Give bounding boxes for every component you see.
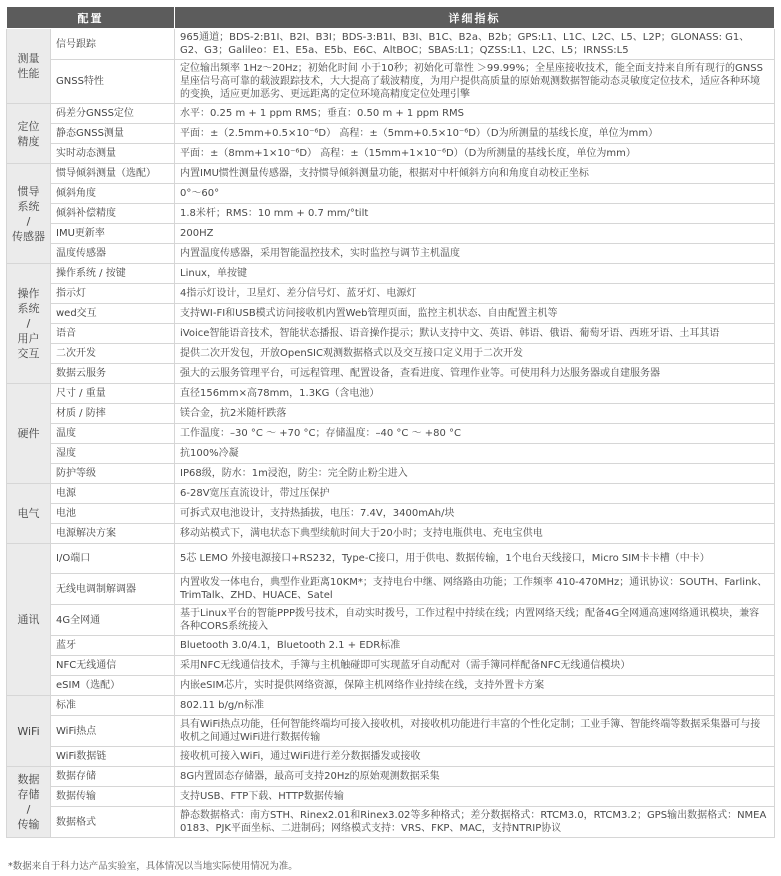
row-detail: 内嵌eSIM芯片，实时提供网络资源，保障主机网络作业持续在线，支持外置卡方案 — [175, 676, 775, 696]
row-detail: 0°～60° — [175, 184, 775, 204]
category-inertial: 惯导 系统 / 传感器 — [7, 164, 51, 264]
row-name: 操作系统 / 按键 — [51, 264, 175, 284]
row-name: I/O端口 — [51, 544, 175, 574]
row-name: wed交互 — [51, 304, 175, 324]
footnote: *数据来自于科力达产品实验室，具体情况以当地实际使用情况为准。 — [8, 861, 298, 872]
row-name: 静态GNSS测量 — [51, 124, 175, 144]
row-detail: 965通道；BDS-2:B1I、B2I、B3I；BDS-3:B1I、B3I、B1C、B2a、B2b；GPS:L1、L1C、L2C、L5、L2P；GLONASS: G1、G2、G3；Galileo：E1、E5a、E5b、E6C、AltBOC；SBAS:L1；QZSS:L1、L2C、L5；IRNSS:L5 — [175, 29, 775, 60]
row-name: 4G全网通 — [51, 605, 175, 636]
row-detail: 基于Linux平台的智能PPP拨号技术，自动实时拨号，工作过程中持续在线；内置网络天线；配备4G全网通高速网络通讯模块，兼容各种CORS系统接入 — [175, 605, 775, 636]
row-detail: 接收机可接入WiFi，通过WiFi进行差分数据播发或接收 — [175, 747, 775, 767]
row-detail: IP68级，防水：1m浸泡，防尘：完全防止粉尘进入 — [175, 464, 775, 484]
category-wifi: WiFi — [7, 696, 51, 767]
row-name: 湿度 — [51, 444, 175, 464]
row-name: 指示灯 — [51, 284, 175, 304]
row-detail: 5芯 LEMO 外接电源接口+RS232，Type-C接口，用于供电、数据传输，1个电台天线接口，Micro SIM卡卡槽（中卡） — [175, 544, 775, 574]
row-name: 无线电调制解调器 — [51, 574, 175, 605]
row-detail: 抗100%冷凝 — [175, 444, 775, 464]
row-name: WiFi热点 — [51, 716, 175, 747]
row-name: 电源 — [51, 484, 175, 504]
row-detail: 内置收发一体电台，典型作业距离10KM*；支持电台中继、网络路由功能；工作频率 410-470MHz；通讯协议：SOUTH、Farlink、TrimTalk、ZHD、HUACE、Satel — [175, 574, 775, 605]
row-name: 标准 — [51, 696, 175, 716]
row-detail: 内置IMU惯性测量传感器，支持惯导倾斜测量功能，根据对中杆倾斜方向和角度自动校正坐标 — [175, 164, 775, 184]
row-name: 信号跟踪 — [51, 29, 175, 60]
row-detail: 定位输出频率 1Hz～20Hz；初始化时间 小于10秒；初始化可靠性 ＞99.99%；全星座接收技术，能全面支持来自所有现行的GNSS星座信号高可靠的载波跟踪技术，大大提高了载波精度，为用户提供高质量的原始观测数据智能动态灵敏度定位技术，适应各种环境的变换，适应更加恶劣、更远距离的定位环境高精度定位处理引擎 — [175, 60, 775, 104]
row-name: 数据云服务 — [51, 364, 175, 384]
row-detail: 具有WiFi热点功能，任何智能终端均可接入接收机，对接收机功能进行丰富的个性化定制；工业手簿、智能终端等数据采集器可与接收机之间通过WiFi进行数据传输 — [175, 716, 775, 747]
category-hardware: 硬件 — [7, 384, 51, 484]
header-config: 配置 — [7, 7, 175, 29]
row-name: WiFi数据链 — [51, 747, 175, 767]
row-name: 电源解决方案 — [51, 524, 175, 544]
row-detail: Linux，单按键 — [175, 264, 775, 284]
row-name: 语音 — [51, 324, 175, 344]
row-detail: 支持USB、FTP下载、HTTP数据传输 — [175, 787, 775, 807]
row-detail: 8G内置固态存储器，最高可支持20Hz的原始观测数据采集 — [175, 767, 775, 787]
row-detail: 平面：±（8mm+1×10⁻⁶D） 高程：±（15mm+1×10⁻⁶D）（D为所测量的基线长度，单位为mm） — [175, 144, 775, 164]
row-detail: 静态数据格式：南方STH、Rinex2.01和Rinex3.02等多种格式；差分数据格式：RTCM3.0，RTCM3.2；GPS输出数据格式：NMEA 0183、PJK平面坐标、二进制码；网络模式支持：VRS、FKP、MAC，支持NTRIP协议 — [175, 807, 775, 838]
row-name: 温度 — [51, 424, 175, 444]
row-detail: 内置温度传感器，采用智能温控技术，实时监控与调节主机温度 — [175, 244, 775, 264]
row-name: eSIM（选配） — [51, 676, 175, 696]
category-measurement: 测量 性能 — [7, 29, 51, 104]
row-detail: 1.8米杆；RMS：10 mm + 0.7 mm/°tilt — [175, 204, 775, 224]
row-name: NFC无线通信 — [51, 656, 175, 676]
row-name: 尺寸 / 重量 — [51, 384, 175, 404]
category-data-storage: 数据 存储 / 传输 — [7, 767, 51, 838]
row-name: 电池 — [51, 504, 175, 524]
row-name: 数据传输 — [51, 787, 175, 807]
row-name: 实时动态测量 — [51, 144, 175, 164]
row-name: 蓝牙 — [51, 636, 175, 656]
category-accuracy: 定位 精度 — [7, 104, 51, 164]
row-name: 倾斜补偿精度 — [51, 204, 175, 224]
row-detail: Bluetooth 3.0/4.1，Bluetooth 2.1 + EDR标准 — [175, 636, 775, 656]
header-details: 详细指标 — [175, 7, 775, 29]
row-detail: 可拆式双电池设计，支持热插拔，电压：7.4V，3400mAh/块 — [175, 504, 775, 524]
row-detail: 4指示灯设计，卫星灯、差分信号灯、蓝牙灯、电源灯 — [175, 284, 775, 304]
row-detail: 支持WI-FI和USB模式访问接收机内置Web管理页面，监控主机状态、自由配置主机等 — [175, 304, 775, 324]
row-detail: 工作温度：–30 °C ～ +70 °C；存储温度：–40 °C ～ +80 °C — [175, 424, 775, 444]
row-detail: 6-28V宽压直流设计，带过压保护 — [175, 484, 775, 504]
row-name: 惯导倾斜测量（选配） — [51, 164, 175, 184]
row-name: 倾斜角度 — [51, 184, 175, 204]
row-name: 材质 / 防摔 — [51, 404, 175, 424]
row-detail: 镁合金，抗2米随杆跌落 — [175, 404, 775, 424]
row-name: 温度传感器 — [51, 244, 175, 264]
spec-table — [6, 6, 775, 838]
row-detail: 采用NFC无线通信技术，手簿与主机触碰即可实现蓝牙自动配对（需手簿同样配备NFC无线通信模块） — [175, 656, 775, 676]
row-name: 防护等级 — [51, 464, 175, 484]
spec-table-container — [6, 6, 774, 838]
row-detail: 802.11 b/g/n标准 — [175, 696, 775, 716]
row-detail: 200HZ — [175, 224, 775, 244]
row-detail: 水平：0.25 m + 1 ppm RMS；垂直：0.50 m + 1 ppm RMS — [175, 104, 775, 124]
row-name: 数据格式 — [51, 807, 175, 838]
row-detail: 移动站模式下，满电状态下典型续航时间大于20小时；支持电瓶供电、充电宝供电 — [175, 524, 775, 544]
row-detail: iVoice智能语音技术，智能状态播报、语音操作提示；默认支持中文、英语、韩语、俄语、葡萄牙语、西班牙语、土耳其语 — [175, 324, 775, 344]
row-detail: 直径156mm×高78mm，1.3KG（含电池） — [175, 384, 775, 404]
row-detail: 平面：±（2.5mm+0.5×10⁻⁶D） 高程：±（5mm+0.5×10⁻⁶D）（D为所测量的基线长度，单位为mm） — [175, 124, 775, 144]
row-detail: 提供二次开发包，开放OpenSIC观测数据格式以及交互接口定义用于二次开发 — [175, 344, 775, 364]
row-name: 数据存储 — [51, 767, 175, 787]
category-os: 操作 系统 / 用户 交互 — [7, 264, 51, 384]
row-name: 码差分GNSS定位 — [51, 104, 175, 124]
category-electrical: 电气 — [7, 484, 51, 544]
category-communication: 通讯 — [7, 544, 51, 696]
row-detail: 强大的云服务管理平台，可远程管理、配置设备，查看进度、管理作业等。可使用科力达服务器或自建服务器 — [175, 364, 775, 384]
row-name: GNSS特性 — [51, 60, 175, 104]
row-name: 二次开发 — [51, 344, 175, 364]
row-name: IMU更新率 — [51, 224, 175, 244]
